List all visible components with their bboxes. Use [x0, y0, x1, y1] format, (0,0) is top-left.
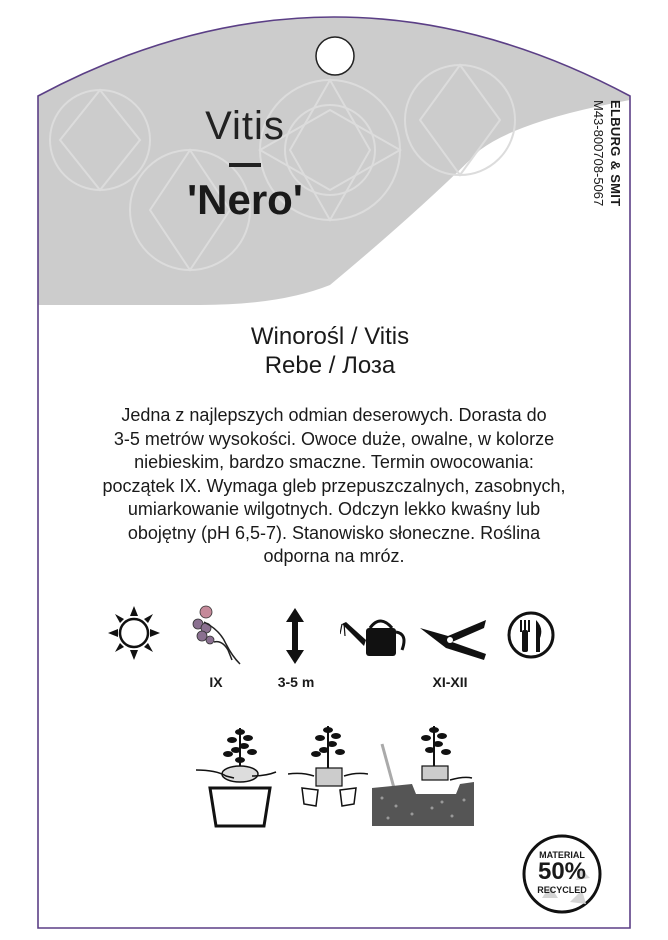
recycle-percentage: 50% [537, 858, 587, 885]
brand-block [584, 100, 624, 260]
recycle-label-top: MATERIAL [539, 850, 585, 860]
pruning-months: XI-XII [432, 674, 468, 690]
pruning-shears-icon [418, 614, 488, 662]
harvest-month: IX [209, 674, 223, 690]
unpot-plant-icon [196, 714, 278, 828]
product-code: M43-800708-5067 [591, 100, 606, 207]
common-name-line: Rebe / Лоза [264, 352, 396, 379]
description-line: umiarkowanie wilgotnych. Odczyn lekko kwaśny lub [127, 499, 541, 519]
hanging-hole [316, 37, 354, 75]
description-line: 3-5 metrów wysokości. Owoce duże, owalne, w kolorze [113, 428, 555, 449]
loosen-roots-icon [288, 714, 368, 814]
title-dash [229, 163, 261, 167]
description-line: początek IX. Wymaga gleb przepuszczalnych, zasobnych, [102, 475, 566, 496]
common-name-line: Winorośl / Vitis [250, 323, 410, 350]
common-names [150, 322, 510, 380]
sun-icon [108, 606, 160, 660]
plant-height: 3-5 m [277, 674, 315, 690]
plant-description [60, 404, 608, 569]
brand-name: ELBURG & SMIT [608, 100, 623, 207]
watering-can-icon [340, 614, 410, 658]
genus-name: Vitis [205, 104, 285, 148]
recycled-material-badge [520, 832, 604, 916]
height-arrow-icon [284, 608, 306, 664]
description-line: Jedna z najlepszych odmian deserowych. Dorasta do [121, 405, 547, 425]
recycle-label-bottom: RECYCLED [537, 885, 587, 895]
edible-icon [506, 608, 556, 662]
description-line: odporna na mróz. [263, 546, 405, 566]
plant-in-soil-icon [372, 714, 474, 826]
description-line: obojętny (pH 6,5-7). Stanowisko słoneczne. Roślina [127, 522, 541, 543]
description-line: niebieskim, bardzo smaczne. Termin owocowania: [134, 452, 534, 472]
cultivar-name: 'Nero' [187, 176, 303, 223]
harvest-icon [186, 604, 244, 666]
